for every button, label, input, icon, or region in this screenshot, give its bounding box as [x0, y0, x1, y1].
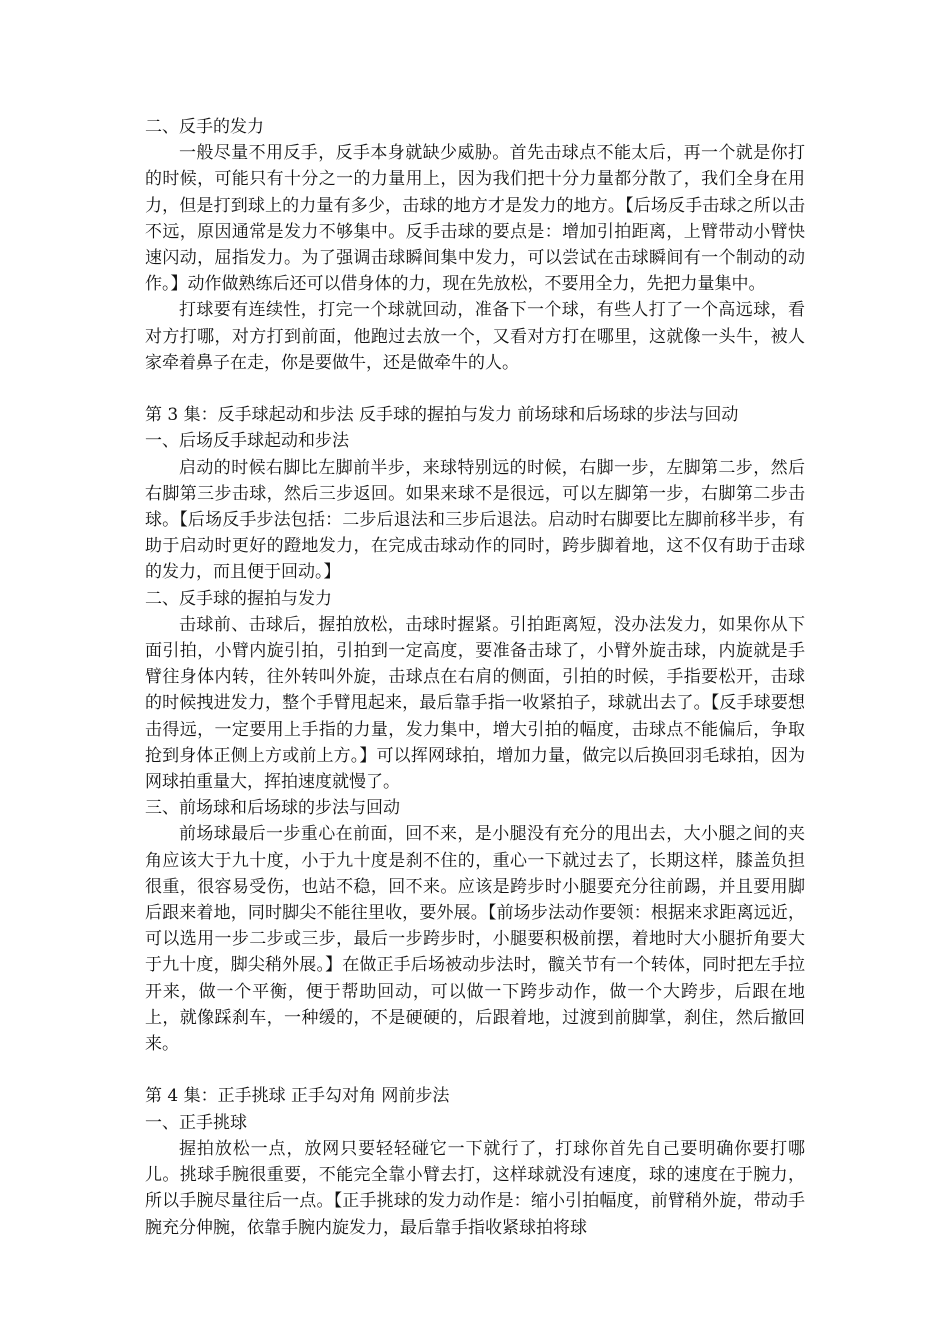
- spacer: [145, 1057, 805, 1083]
- section-heading-backcourt-backhand-footwork: 一、后场反手球起动和步法: [145, 431, 349, 452]
- section-heading-backhand-grip-power: 二、反手球的握拍与发力: [145, 588, 332, 609]
- episode-3-title: 第 3 集：反手球起动和步法 反手球的握拍与发力 前场球和后场球的步法与回动: [145, 405, 739, 426]
- section-heading-front-back-court-footwork: 三、前场球和后场球的步法与回动: [145, 798, 400, 819]
- paragraph: 打球要有连续性，打完一个球就回动，准备下一个球，有些人打了一个高远球，看对方打哪，对方打到前面，他跑过去放一个，又看对方打在哪里，这就像一头牛，被人家牵着鼻子在走，你是要做牛，还是做牵牛的人。: [145, 300, 805, 373]
- section-heading-forehand-lift: 一、正手挑球: [145, 1112, 247, 1133]
- paragraph: 启动的时候右脚比左脚前半步，来球特别远的时候，右脚一步，左脚第二步，然后右脚第三步击球，然后三步返回。如果来球不是很远，可以左脚第一步，右脚第二步击球。【后场反手步法包括：二步后退法和三步后退法。启动时右脚要比左脚前移半步，有助于启动时更好的蹬地发力，在完成击球动作的同时，跨步脚着地，这不仅有助于击球的发力，而且便于回动。】: [145, 457, 805, 583]
- episode-4-title: 第 4 集：正手挑球 正手勾对角 网前步法: [145, 1086, 450, 1107]
- paragraph: 击球前、击球后，握拍放松，击球时握紧。引拍距离短，没办法发力，如果你从下面引拍，小臂内旋引拍，引拍到一定高度，要准备击球了，小臂外旋击球，内旋就是手臂往身体内转，往外转叫外旋，击球点在右肩的侧面，引拍的时候，手指要松开，击球的时候拽进发力，整个手臂甩起来，最后靠手指一收紧拍子，球就出去了。【反手球要想击得远，一定要用上手指的力量，发力集中，增大引拍的幅度，击球点不能偏后，争取抢到身体正侧上方或前上方。】可以挥网球拍，增加力量，做完以后换回羽毛球拍，因为网球拍重量大，挥拍速度就慢了。: [145, 614, 805, 793]
- paragraph: 前场球最后一步重心在前面，回不来，是小腿没有充分的甩出去，大小腿之间的夹角应该大于九十度，小于九十度是刹不住的，重心一下就过去了，长期这样，膝盖负担很重，很容易受伤，也站不稳，回不来。应该是跨步时小腿要充分往前踢，并且要用脚后跟来着地，同时脚尖不能往里收，要外展。【前场步法动作要领：根据来求距离远近，可以选用一步二步或三步，最后一步跨步时，小腿要积极前摆，着地时大小腿折角要大于九十度，脚尖稍外展。】在做正手后场被动步法时，髋关节有一个转体，同时把左手拉开来，做一个平衡，便于帮助回动，可以做一下跨步动作，做一个大跨步，后跟在地上，就像踩刹车，一种缓的，不是硬硬的，后跟着地，过渡到前脚掌，刹住，然后撤回来。: [145, 824, 805, 1055]
- section-heading-backhand-power: 二、反手的发力: [145, 117, 264, 137]
- paragraph: 握拍放松一点，放网只要轻轻碰它一下就行了，打球你首先自己要明确你要打哪儿。挑球手腕很重要，不能完全靠小臂去打，这样球就没有速度，球的速度在于腕力，所以手腕尽量往后一点。【正手挑球的发力动作是：缩小引拍幅度，前臂稍外旋，带动手腕充分伸腕，依靠手腕内旋发力，最后靠手指收紧球拍将球: [145, 1138, 805, 1238]
- spacer: [145, 376, 805, 402]
- document-page: [145, 114, 805, 1241]
- paragraph: 一般尽量不用反手，反手本身就缺少威胁。首先击球点不能太后，再一个就是你打的时候，可能只有十分之一的力量用上，因为我们把十分力量都分散了，我们全身在用力，但是打到球上的力量有多少，击球的地方才是发力的地方。【后场反手击球之所以击不远，原因通常是发力不够集中。反手击球的要点是：增加引拍距离，上臂带动小臂快速闪动，屈指发力。为了强调击球瞬间集中发力，可以尝试在击球瞬间有一个制动的动作。】动作做熟练后还可以借身体的力，现在先放松，不要用全力，先把力量集中。: [145, 143, 805, 295]
